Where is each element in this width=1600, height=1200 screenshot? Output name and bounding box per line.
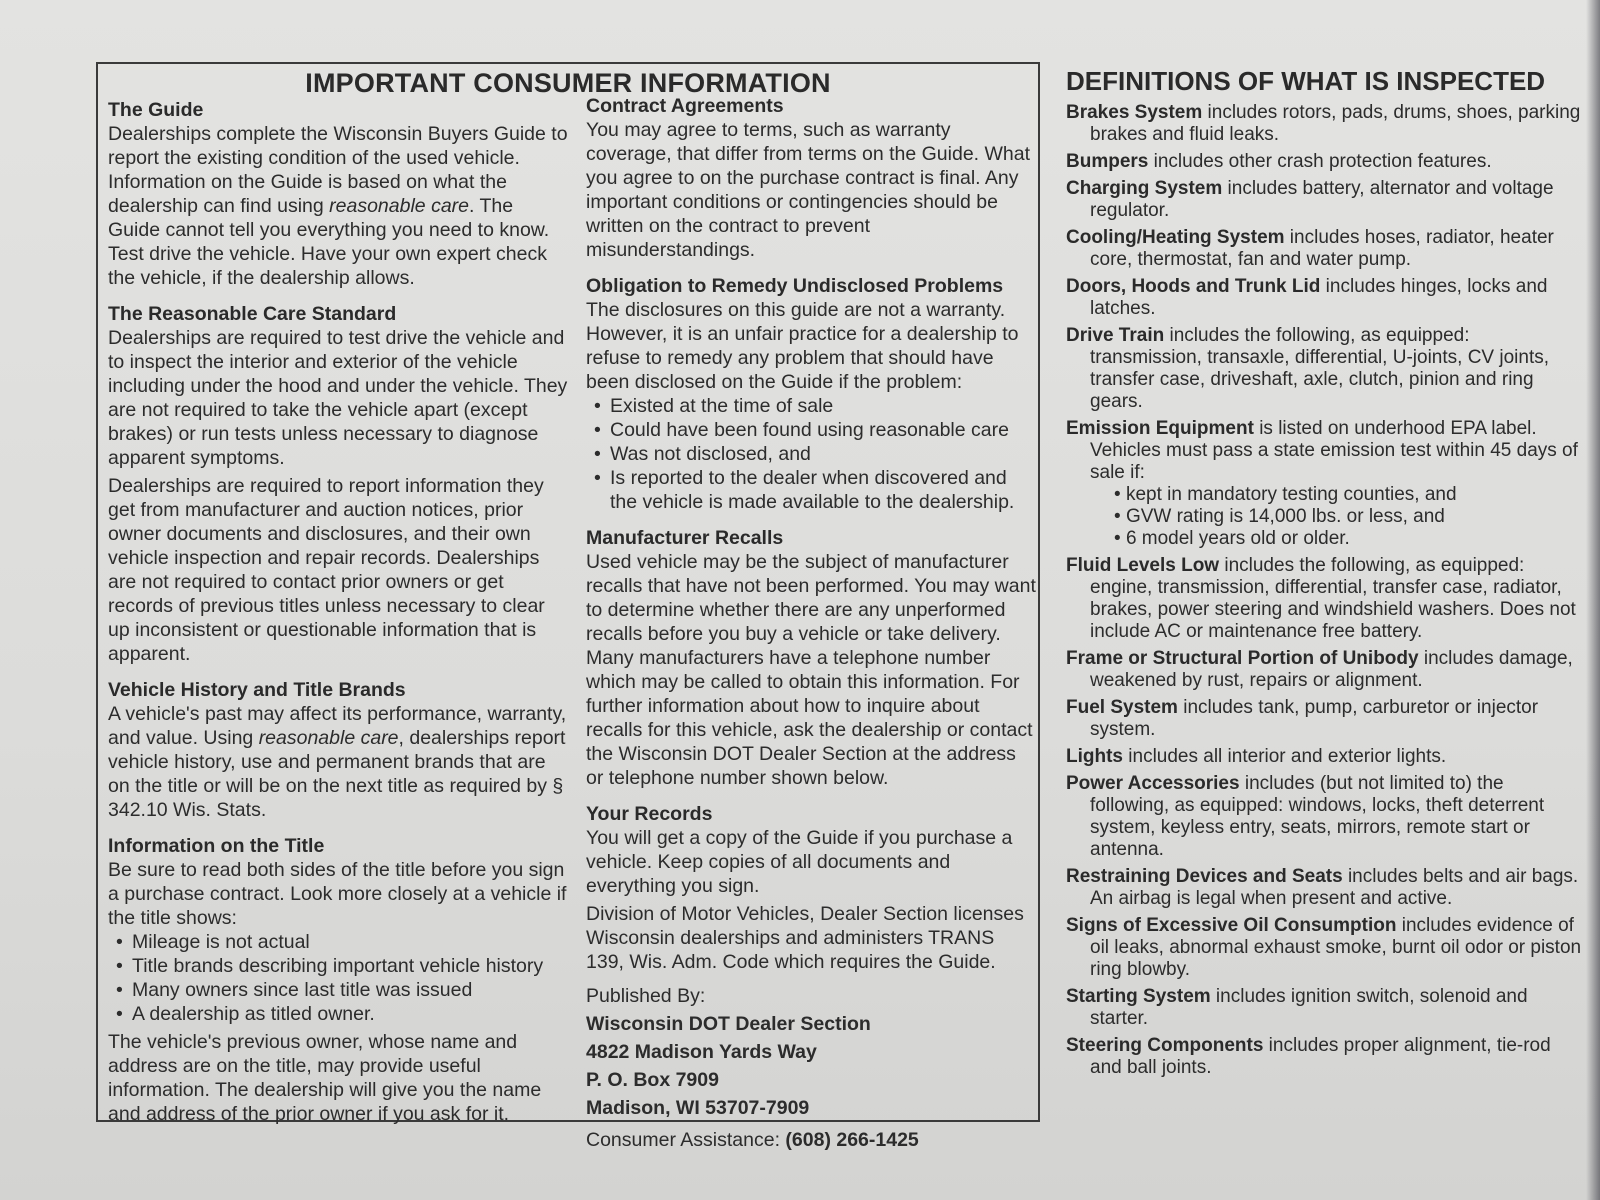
definition-item [1066, 773, 1586, 861]
text-run: . The Guide cannot tell you everything you need to know. Test drive the vehicle. Have your own expert check the vehicle, if the dealership allows. [108, 195, 550, 289]
section-reasonable-care [108, 302, 568, 666]
definition-term: Starting System [1066, 986, 1211, 1007]
definition-text: includes hinges, locks and latches. [1090, 276, 1548, 319]
definition-item [1066, 697, 1586, 741]
definition-item [1066, 227, 1586, 271]
definition-item [1066, 746, 1586, 768]
definition-term: Fuel System [1066, 697, 1178, 718]
publisher-city: Madison, WI 53707-7909 [586, 1097, 810, 1119]
heading-recalls: Manufacturer Recalls [586, 527, 784, 549]
definitions-panel [1066, 66, 1586, 1084]
definition-item [1066, 915, 1586, 981]
list-item: • Mileage is not actual [108, 930, 568, 954]
emphasis-reasonable-care: reasonable care [329, 195, 469, 217]
assistance-phone: (608) 266-1425 [785, 1129, 919, 1151]
list-item: • GVW rating is 14,000 lbs. or less, and [1114, 506, 1586, 528]
heading-obligation: Obligation to Remedy Undisclosed Problems [586, 275, 1004, 297]
definition-term: Charging System [1066, 178, 1223, 199]
definition-term: Drive Train [1066, 325, 1165, 346]
list-item: • Is reported to the dealer when discovered and the vehicle is made available to the dealership. [586, 466, 1036, 514]
heading-vehicle-history: Vehicle History and Title Brands [108, 679, 406, 701]
definition-text: includes hoses, radiator, heater core, thermostat, fan and water pump. [1090, 227, 1554, 270]
definition-text: includes other crash protection features. [1148, 151, 1492, 172]
paragraph-reasonable-care-2: Dealerships are required to report information they get from manufacturer and auction notices, prior owner documents and disclosures, and their own vehicle inspection and repair records. Dealerships are not required to contact prior owners or get records of previous titles unless necessary to clear up inconsistent or questionable information that is apparent. [108, 475, 545, 665]
section-contract [586, 94, 1036, 262]
heading-title-info: Information on the Title [108, 835, 325, 857]
definition-item [1066, 418, 1586, 550]
definition-term: Fluid Levels Low [1066, 555, 1220, 576]
list-item: • 6 model years old or older. [1114, 528, 1586, 550]
paragraph-title-info-1: Be sure to read both sides of the title before you sign a purchase contract. Look more closely at a vehicle if the title shows: [108, 859, 567, 929]
page-edge-shadow [1586, 0, 1600, 1200]
definition-item [1066, 648, 1586, 692]
definition-term: Bumpers [1066, 151, 1149, 172]
definition-text: includes tank, pump, carburetor or injector system. [1090, 697, 1539, 740]
emission-conditions-list [1090, 484, 1586, 550]
definitions-title: DEFINITIONS OF WHAT IS INSPECTED [1066, 66, 1546, 96]
assistance-label: Consumer Assistance: [586, 1129, 786, 1151]
definition-term: Signs of Excessive Oil Consumption [1066, 915, 1397, 936]
paragraph-the-guide [108, 122, 568, 290]
publisher-block [586, 984, 1036, 1152]
definition-text: includes the following, as equipped: transmission, transaxle, differential, U-joints, CV joints, transfer case, driveshaft, axle, clutch, pinion and ring gears. [1090, 325, 1549, 412]
definition-text: includes proper alignment, tie-rod and ball joints. [1090, 1035, 1551, 1078]
paragraph-records-2: Division of Motor Vehicles, Dealer Section licenses Wisconsin dealerships and administers TRANS 139, Wis. Adm. Code which requires the Guide. [586, 903, 1024, 973]
definition-term: Cooling/Heating System [1066, 227, 1285, 248]
text-run: Dealerships complete the Wisconsin Buyers Guide to report the existing condition of the used vehicle. Information on the Guide is based on what the dealership can find using [108, 123, 568, 217]
definition-term: Restraining Devices and Seats [1066, 866, 1343, 887]
paragraph-records-1: You will get a copy of the Guide if you purchase a vehicle. Keep copies of all documents and everything you sign. [586, 827, 1013, 897]
publisher-po-box: P. O. Box 7909 [586, 1069, 719, 1091]
definition-text: includes battery, alternator and voltage regulator. [1090, 178, 1554, 221]
definition-text: includes damage, weakened by rust, repairs or alignment. [1090, 648, 1573, 691]
heading-contract: Contract Agreements [586, 95, 784, 117]
list-item: • Existed at the time of sale [586, 394, 1036, 418]
list-item: • Was not disclosed, and [586, 442, 1036, 466]
list-item: • Could have been found using reasonable care [586, 418, 1036, 442]
section-recalls [586, 526, 1036, 790]
list-item: • Title brands describing important vehicle history [108, 954, 568, 978]
definition-term: Emission Equipment [1066, 418, 1254, 439]
definition-text: includes rotors, pads, drums, shoes, parking brakes and fluid leaks. [1090, 102, 1581, 145]
list-item: • kept in mandatory testing counties, and [1114, 484, 1586, 506]
heading-records: Your Records [586, 803, 713, 825]
definition-text: includes belts and air bags. An airbag is legal when present and active. [1090, 866, 1579, 909]
left-column [108, 98, 568, 1138]
definition-item [1066, 102, 1586, 146]
section-title-info [108, 834, 568, 1126]
emphasis-reasonable-care: reasonable care [258, 727, 399, 749]
paragraph-reasonable-care-1: Dealerships are required to test drive the vehicle and to inspect the interior and exterior of the vehicle including under the hood and under the vehicle. They are not required to take the vehicle apart (except brakes) or run tests unless necessary to diagnose apparent symptoms. [108, 327, 568, 469]
publisher-name: Wisconsin DOT Dealer Section [586, 1013, 871, 1035]
heading-the-guide: The Guide [108, 99, 204, 121]
definition-text: includes the following, as equipped: engine, transmission, differential, transfer case, radiator, brakes, power steering and windshield washers. Does not include AC or maintenance free battery. [1090, 555, 1576, 642]
definition-item [1066, 325, 1586, 413]
right-column [586, 94, 1036, 1164]
publisher-street: 4822 Madison Yards Way [586, 1041, 817, 1063]
definition-item [1066, 276, 1586, 320]
definition-text: is listed on underhood EPA label. Vehicles must pass a state emission test within 45 days of sale if: [1090, 418, 1578, 483]
paragraph-title-info-2: The vehicle's previous owner, whose name and address are on the title, may provide useful information. The dealership will give you the name and address of the prior owner if you ask for it. [108, 1031, 542, 1125]
definition-text: includes (but not limited to) the following, as equipped: windows, locks, theft deterrent system, keyless entry, seats, mirrors, remote start or antenna. [1090, 773, 1545, 860]
section-vehicle-history [108, 678, 568, 822]
heading-reasonable-care: The Reasonable Care Standard [108, 303, 397, 325]
definition-term: Doors, Hoods and Trunk Lid [1066, 276, 1321, 297]
definition-term: Frame or Structural Portion of Unibody [1066, 648, 1419, 669]
section-the-guide [108, 98, 568, 290]
definition-item [1066, 866, 1586, 910]
definition-item [1066, 151, 1586, 173]
paragraph-vehicle-history [108, 702, 568, 822]
list-item: • Many owners since last title was issued [108, 978, 568, 1002]
definition-term: Power Accessories [1066, 773, 1240, 794]
paragraph-recalls: Used vehicle may be the subject of manufacturer recalls that have not been performed. You may want to determine whether there are any unperformed recalls before you buy a vehicle or take delivery. Many manufacturers have a telephone number which may be called to obtain this information. For further information about how to inquire about recalls for this vehicle, ask the dealership or contact the Wisconsin DOT Dealer Section at the address or telephone number shown below. [586, 551, 1036, 789]
text-run: A vehicle's past may affect its performance, warranty, and value. Using [108, 703, 567, 749]
text-run: , dealerships report vehicle history, use and permanent brands that are on the title or will be on the next title as required by § 342.10 Wis. Stats. [108, 727, 566, 821]
published-by-label: Published By: [586, 985, 706, 1007]
consumer-assistance [586, 1128, 1036, 1152]
definition-term: Steering Components [1066, 1035, 1264, 1056]
paragraph-contract: You may agree to terms, such as warranty coverage, that differ from terms on the Guide. What you agree to on the purchase contract is final. Any important conditions or contingencies should be written on the contract to prevent misunderstandings. [586, 119, 1031, 261]
consumer-info-box [96, 62, 1040, 1151]
section-records [586, 802, 1036, 1152]
section-obligation [586, 274, 1036, 514]
definition-text: includes all interior and exterior lights. [1123, 746, 1447, 767]
list-item: • A dealership as titled owner. [108, 1002, 568, 1026]
definition-item [1066, 555, 1586, 643]
definition-item [1066, 1035, 1586, 1079]
paragraph-obligation: The disclosures on this guide are not a warranty. However, it is an unfair practice for a dealership to refuse to remedy any problem that should have been disclosed on the Guide if the problem: [586, 299, 1019, 393]
definition-item [1066, 178, 1586, 222]
definition-term: Lights [1066, 746, 1123, 767]
definition-item [1066, 986, 1586, 1030]
definition-text: includes evidence of oil leaks, abnormal exhaust smoke, burnt oil odor or piston ring blowby. [1090, 915, 1582, 980]
obligation-list [586, 394, 1036, 514]
definition-text: includes ignition switch, solenoid and starter. [1090, 986, 1528, 1029]
definition-term: Brakes System [1066, 102, 1203, 123]
title-warning-list [108, 930, 568, 1026]
box-title: IMPORTANT CONSUMER INFORMATION [305, 68, 831, 98]
